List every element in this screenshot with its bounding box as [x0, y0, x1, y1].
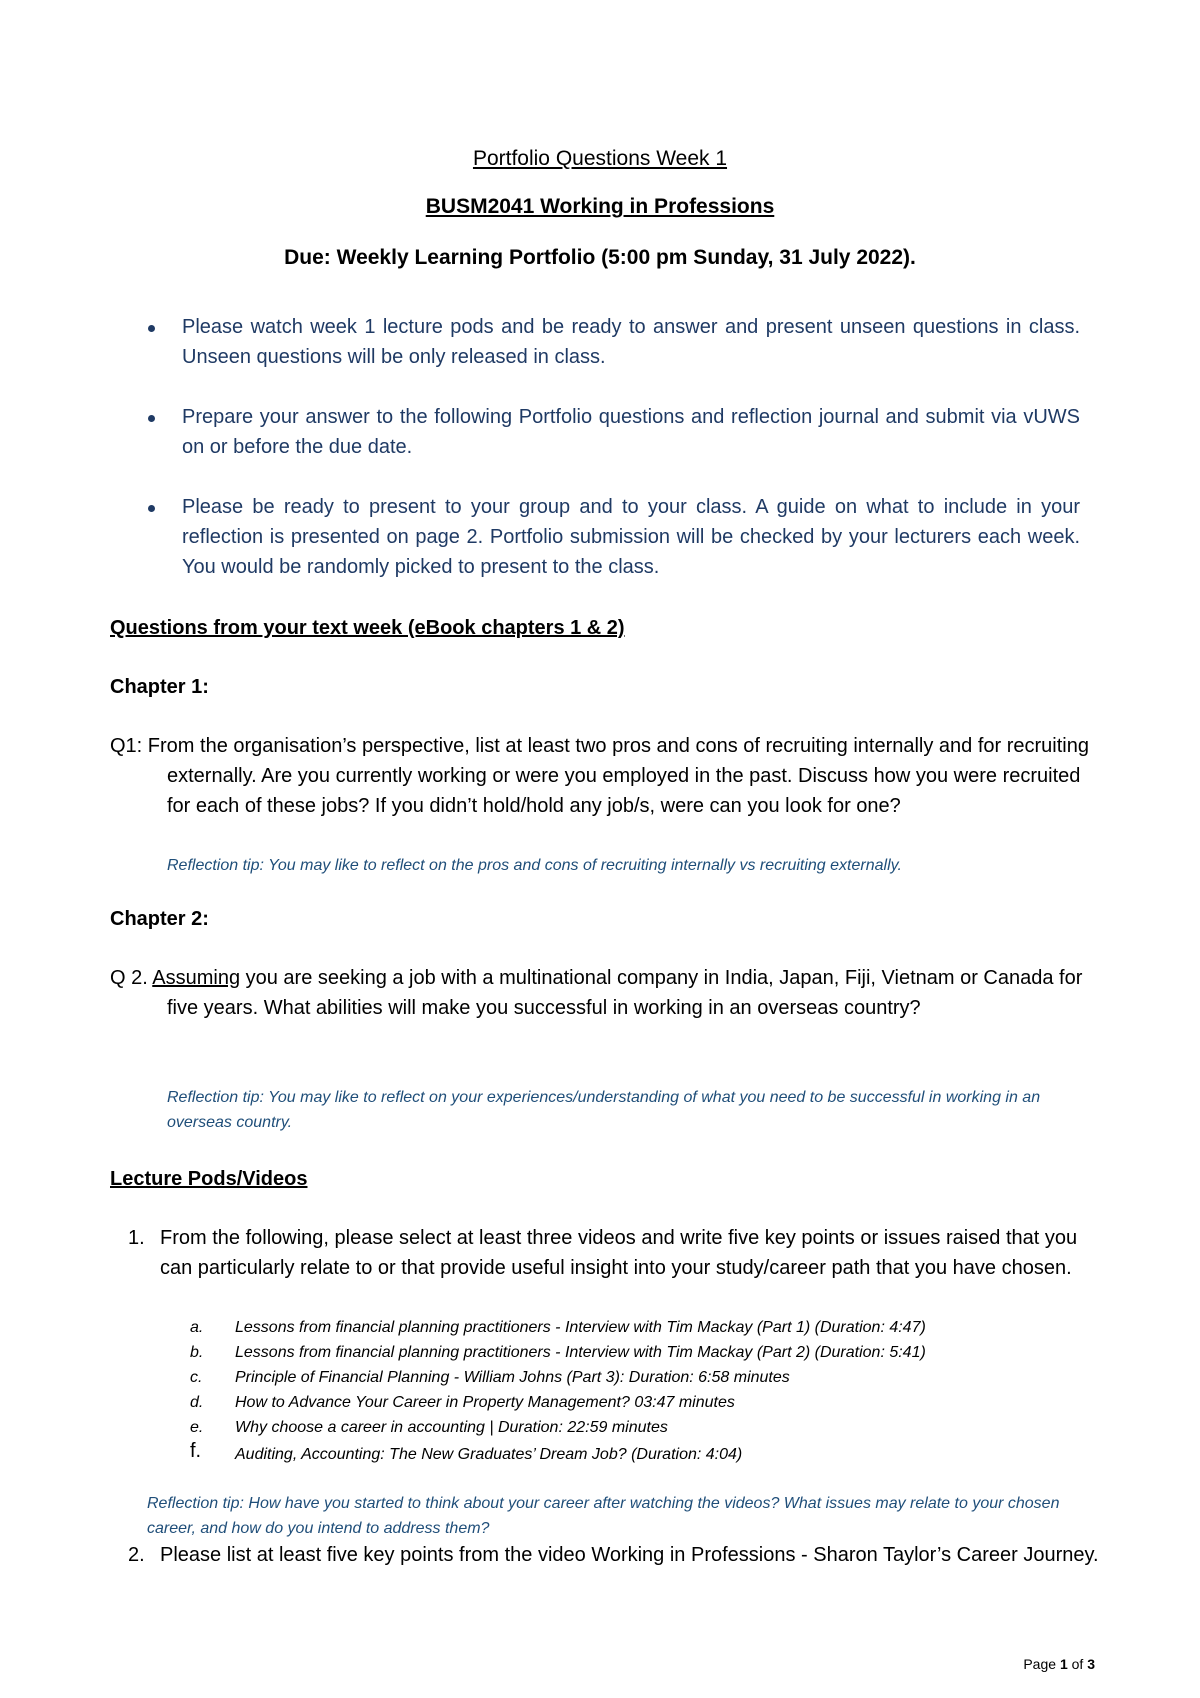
reflection-tip-3: Reflection tip: How have you started to think about your career after watching the videos? What issues may relate to your chosen career, and how do you intend to address them? — [147, 1495, 1060, 1537]
questions-heading: Questions from your text week (eBook chapters 1 & 2) — [110, 617, 625, 639]
question-2-underlined: Assuming — [152, 967, 241, 989]
list-item — [120, 1540, 1100, 1570]
bullet-item — [150, 312, 1080, 372]
question-1 — [110, 731, 1100, 821]
question-2-prefix: Q 2. — [110, 967, 153, 989]
chapter2-label: Chapter 2: — [110, 908, 209, 930]
question-2 — [110, 963, 1100, 1023]
bullet-item — [150, 492, 1080, 582]
course-title: BUSM2041 Working in Professions — [425, 195, 775, 218]
bullet-dot-icon — [148, 325, 155, 332]
bullet-item — [150, 402, 1080, 462]
list-item — [120, 1223, 1100, 1283]
document-page: Portfolio Questions Week 1 BUSM2041 Working in Professions Due: Weekly Learning Portfolio (5:00 pm Sunday, 31 July 2022). Please watch week 1 lecture pods and be ready to answer and present unseen questions in class. Unseen questions will be only released in class. Prepare your answer to the following Portfolio questions and reflection journal and submit via vUWS on or before the due date. Please be ready to present to your group and to your class. A guide on what to include in your reflection is presented on page 2. Portfolio submission will be checked by your lecturers each week. You would be randomly picked to present to the class. Questions from your text week (eBook chapters 1 & 2) Chapter 1: Q1: From the organisation’s perspective, list at least two pros and cons of recruiting internally and for recruiting externally. Are you currently working or were you employed in the past. Discuss how you were recruited for each of these jobs? If you didn’t hold/hold any job/s, were can you look for one? Reflection tip: You may like to reflect on the pros and cons of recruiting internally vs recruiting externally. Chapter 2: Q 2. Assuming you are seeking a job with a multinational company in India, Japan, Fiji, Vietnam or Canada for five years. What abilities will make you successful in working in an overseas country? Reflection tip: You may like to reflect on your experiences/understanding of what you need to be successful in working in an overseas country. Lecture Pods/Videos 1. From the following, please select at least three videos and write five key points or issues raised that you can particularly relate to or that provide useful insight into your study/career path that you have chosen. a. Lessons from financial planning practitioners - Interview with Tim Mackay (Part 1) (Duration: 4:47) b. Lessons from financial planning practitioners - Interview with Tim Mackay (Part 2) (Duration: 5:41) c. Principle of Financial Planning - William Johns (Part 3): Duration: 6:58 minutes d. How to Advance Your Career in Property Management? 03:47 minutes e. Why choose a career in accounting | Duration: 22:59 minutes f. Auditing, Accounting: The New Graduates’ Dream Job? (Duration: 4:04) Reflection tip: How have you started to think about your career after watching the videos? What issues may relate to your chosen career, and how do you intend to address them? 2. Please list at least five key points from the video Working in Professions - Sharon Taylor’s Career Journey. Page 1 of 3 — [0, 0, 1200, 1698]
lecture-heading: Lecture Pods/Videos — [110, 1168, 308, 1190]
list-text: Please list at least five key points from the video Working in Professions - Sharon Taylor’s Career Journey. — [160, 1544, 1099, 1566]
bullet-dot-icon — [148, 415, 155, 422]
question-2-text: you are seeking a job with a multinational company in India, Japan, Fiji, Vietnam or Canada for five years. What abilities will make you successful in working in an overseas country? — [167, 967, 1083, 1019]
page-number: 1 — [1059, 1656, 1068, 1672]
page-title: Portfolio Questions Week 1 — [472, 147, 728, 170]
reflection-tip-1: Reflection tip: You may like to reflect on the pros and cons of recruiting internally vs recruiting externally. — [167, 857, 902, 874]
reflection-tip-2: Reflection tip: You may like to reflect on your experiences/understanding of what you need to be successful in working in an overseas country. — [167, 1089, 1041, 1131]
due-date: Due: Weekly Learning Portfolio (5:00 pm Sunday, 31 July 2022). — [284, 246, 916, 269]
question-1-text: Q1: From the organisation’s perspective, list at least two pros and cons of recruiting internally and for recruiting externally. Are you currently working or were you employed in the past. Discuss how you were recruited for each of these jobs? If you didn’t hold/hold any job/s, were can you look for one? — [110, 735, 1089, 817]
bullet-text: Please watch week 1 lecture pods and be ready to answer and present unseen questions in class. Unseen questions will be only released in class. — [182, 316, 1080, 368]
chapter1-label: Chapter 1: — [110, 676, 209, 698]
list-text: From the following, please select at least three videos and write five key points or issues raised that you can particularly relate to or that provide useful insight into your study/career path that you have chosen. — [160, 1227, 1078, 1279]
list-number: 1. — [128, 1227, 145, 1249]
list-number: 2. — [128, 1544, 145, 1566]
page-total: 3 — [1087, 1656, 1095, 1672]
bullet-text: Please be ready to present to your group and to your class. A guide on what to include in your reflection is presented on page 2. Portfolio submission will be checked by your lecturers each week. You would be randomly picked to present to the class. — [182, 496, 1080, 578]
bullet-dot-icon — [148, 505, 155, 512]
bullet-text: Prepare your answer to the following Portfolio questions and reflection journal and submit via vUWS on or before the due date. — [182, 406, 1080, 458]
page-footer: Page 1 of 3 — [1023, 1656, 1095, 1672]
